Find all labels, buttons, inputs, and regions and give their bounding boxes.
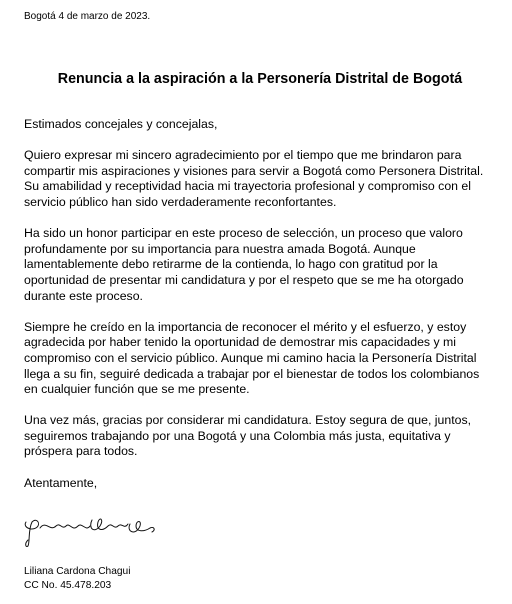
paragraph-3: Siempre he creído en la importancia de reconocer el mérito y el esfuerzo, y estoy agradecida por haber tenido la oportunidad de demostrar mis capacidades y mi compromiso con el servicio público. Aunque mi camino hacia la Personería Distrital llega a su fin, seguiré dedicada a trabajar por el bienestar de todos los colombianos en cualquier función que se me presente.	[24, 319, 480, 397]
handwritten-signature	[20, 510, 160, 550]
closing: Atentamente,	[24, 475, 98, 490]
letter-title: Renuncia a la aspiración a la Personería Distrital de Bogotá	[57, 71, 463, 87]
letter-body	[24, 117, 504, 491]
signer-id: CC No. 45.478.203	[24, 580, 112, 591]
salutation: Estimados concejales y concejalas,	[24, 117, 218, 131]
paragraph-2: Ha sido un honor participar en este proceso de selección, un proceso que valoro profundamente por su importancia para nuestra amada Bogotá. Aunque lamentablemente debo retirarme de la contienda, lo hago con gratitud por la oportunidad de presentar mi candidatura y por el respeto que se me ha otorgado durante este proceso.	[24, 226, 464, 303]
signer-block	[24, 565, 130, 593]
letter-date: Bogotá 4 de marzo de 2023.	[24, 11, 151, 22]
paragraph-1: Quiero expresar mi sincero agradecimiento por el tiempo que me brindaron para compartir mis aspiraciones y visiones para servir a Bogotá como Personera Distrital. Su amabilidad y receptividad hacia mi trayectoria profesional y compromiso con el servicio público han sido verdaderamente reconfortantes.	[24, 148, 484, 209]
signer-name: Liliana Cardona Chagui	[24, 566, 131, 577]
paragraph-4: Una vez más, gracias por considerar mi candidatura. Estoy segura de que, juntos, seguiremos trabajando por una Bogotá y una Colombia más justa, equitativa y próspera para todos.	[24, 413, 472, 459]
